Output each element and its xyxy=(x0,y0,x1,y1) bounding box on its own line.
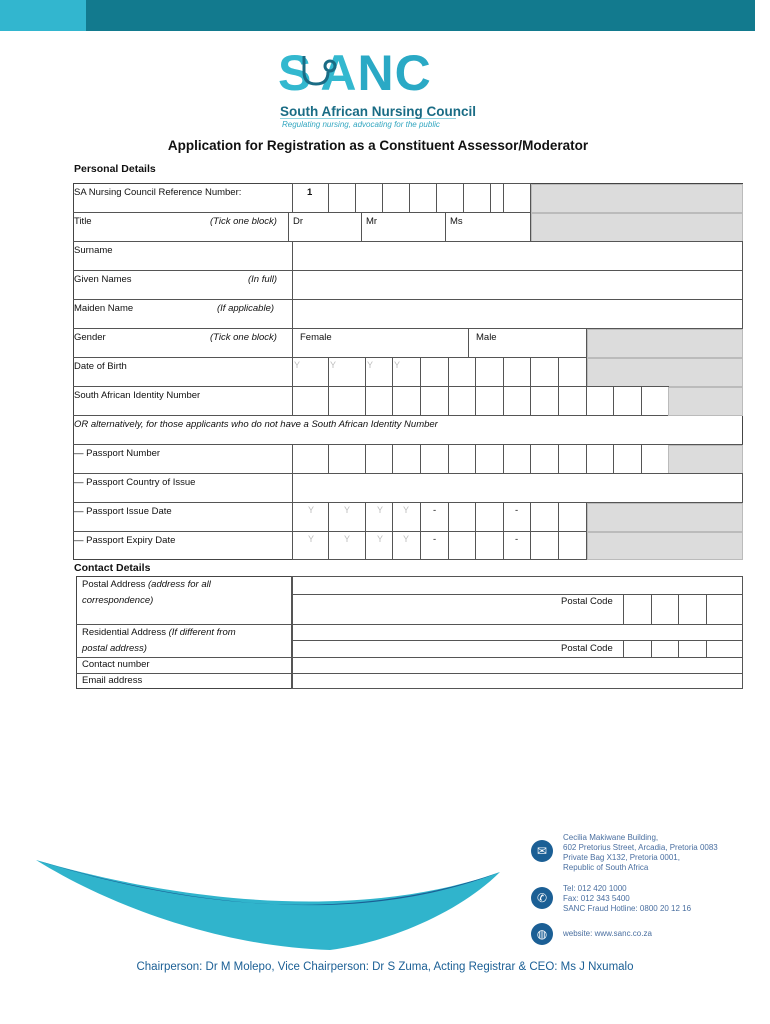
id-shaded xyxy=(668,387,743,416)
postal-code-digit[interactable] xyxy=(678,594,707,625)
expiry-digit[interactable] xyxy=(558,531,587,560)
globe-icon: ◍ xyxy=(531,923,553,945)
id-digit[interactable] xyxy=(365,386,393,416)
footer-phones: Tel: 012 420 1000 Fax: 012 343 5400 SANC Fraud Hotline: 0800 20 12 16 xyxy=(563,884,692,913)
ref-digit[interactable] xyxy=(436,183,464,213)
postal-address-label: Postal Address (address for all xyxy=(82,579,211,590)
passport-digit[interactable] xyxy=(641,444,669,474)
given-names-label: Given Names xyxy=(74,274,132,285)
passport-digit[interactable] xyxy=(586,444,614,474)
dob-shaded xyxy=(587,358,743,387)
postal-code-digit[interactable] xyxy=(706,594,743,625)
postal-code-digit[interactable] xyxy=(623,594,652,625)
document-title: Application for Registration as a Constituent Assessor/Moderator xyxy=(167,138,589,153)
dob-digit[interactable] xyxy=(530,357,559,387)
passport-digit[interactable] xyxy=(613,444,642,474)
logo-wordmark: S ANC xyxy=(278,45,432,101)
surname-label: Surname xyxy=(74,245,113,256)
maiden-name-input[interactable] xyxy=(292,299,743,329)
id-digit[interactable] xyxy=(475,386,504,416)
footer-address: Cecilia Makiwane Building, 602 Pretorius Street, Arcadia, Pretoria 0083 Private Bag X132, Pretoria 0001, Republic of South Africa xyxy=(563,833,718,872)
ref-number-label: SA Nursing Council Reference Number: xyxy=(74,187,242,198)
expiry-digit[interactable] xyxy=(530,531,559,560)
residential-code-digit[interactable] xyxy=(706,640,743,658)
contact-number-label: Contact number xyxy=(82,659,150,670)
id-digit[interactable] xyxy=(503,386,531,416)
phone-icon: ✆ xyxy=(531,887,553,909)
ref-digit[interactable] xyxy=(409,183,437,213)
title-hint: (Tick one block) xyxy=(210,216,277,227)
personal-details-heading: Personal Details xyxy=(74,163,156,175)
dob-label: Date of Birth xyxy=(74,361,127,372)
gender-hint: (Tick one block) xyxy=(210,332,277,343)
title-shaded xyxy=(531,213,743,242)
postal-address-line-1[interactable] xyxy=(292,576,743,595)
issue-digit[interactable] xyxy=(530,502,559,532)
maiden-name-label: Maiden Name xyxy=(74,303,134,314)
id-digit[interactable] xyxy=(530,386,559,416)
dob-digit[interactable] xyxy=(420,357,449,387)
email-address-input[interactable] xyxy=(292,673,743,689)
ref-shaded xyxy=(531,184,743,213)
dob-digit[interactable] xyxy=(475,357,504,387)
residential-address-line-1[interactable] xyxy=(292,624,743,641)
top-banner xyxy=(0,0,755,31)
ref-digit[interactable] xyxy=(328,183,356,213)
logo-name: South African Nursing Council xyxy=(280,104,477,119)
expiry-digit[interactable] xyxy=(448,531,476,560)
ref-digit[interactable] xyxy=(503,183,531,213)
given-names-input[interactable] xyxy=(292,270,743,300)
top-banner-accent xyxy=(0,0,86,31)
residential-postal-code-label: Postal Code xyxy=(561,643,613,654)
passport-digit[interactable] xyxy=(558,444,587,474)
sanc-logo xyxy=(278,45,477,132)
title-label: Title xyxy=(74,216,92,227)
id-digit[interactable] xyxy=(292,386,329,416)
dob-digit[interactable] xyxy=(448,357,476,387)
passport-issue-label: — Passport Issue Date xyxy=(74,506,172,517)
id-digit[interactable] xyxy=(420,386,449,416)
id-number-label: South African Identity Number xyxy=(74,390,201,401)
surname-input[interactable] xyxy=(292,241,743,271)
passport-country-label: — Passport Country of Issue xyxy=(74,477,196,488)
given-names-hint: (In full) xyxy=(248,274,278,285)
expiry-shaded xyxy=(587,532,743,560)
expiry-digit[interactable] xyxy=(475,531,504,560)
id-digit[interactable] xyxy=(641,386,669,416)
passport-shaded xyxy=(668,445,743,474)
id-digit[interactable] xyxy=(586,386,614,416)
passport-number-label: — Passport Number xyxy=(74,448,161,459)
passport-digit[interactable] xyxy=(420,444,449,474)
residential-code-digit[interactable] xyxy=(623,640,652,658)
stethoscope-icon xyxy=(296,52,342,96)
passport-digit[interactable] xyxy=(530,444,559,474)
footer-website: website: www.sanc.co.za xyxy=(563,929,652,938)
dob-digit[interactable] xyxy=(503,357,531,387)
passport-digit[interactable] xyxy=(503,444,531,474)
passport-digit[interactable] xyxy=(328,444,366,474)
ref-digit[interactable] xyxy=(355,183,383,213)
id-digit[interactable] xyxy=(392,386,421,416)
issue-shaded xyxy=(587,503,743,532)
ref-digit[interactable] xyxy=(463,183,491,213)
dob-digit[interactable] xyxy=(558,357,587,387)
gender-shaded xyxy=(587,329,743,358)
passport-digit[interactable] xyxy=(365,444,393,474)
passport-digit[interactable] xyxy=(448,444,476,474)
alternative-note: OR alternatively, for those applicants who do not have a South African Identity Number xyxy=(74,419,438,430)
passport-digit[interactable] xyxy=(292,444,329,474)
footer-officials: Chairperson: Dr M Molepo, Vice Chairperson: Dr S Zuma, Acting Registrar & CEO: Ms J Nxumalo xyxy=(136,961,634,973)
logo-tagline: Regulating nursing, advocating for the public xyxy=(282,120,440,129)
issue-digit[interactable] xyxy=(475,502,504,532)
gender-label: Gender xyxy=(74,332,106,343)
residential-code-digit[interactable] xyxy=(651,640,679,658)
maiden-name-hint: (If applicable) xyxy=(217,303,275,314)
passport-digit[interactable] xyxy=(475,444,504,474)
postal-code-digit[interactable] xyxy=(651,594,679,625)
id-digit[interactable] xyxy=(328,386,366,416)
id-digit[interactable] xyxy=(558,386,587,416)
residential-address-label: Residential Address (If different from xyxy=(82,627,236,638)
id-digit[interactable] xyxy=(613,386,642,416)
residential-code-digit[interactable] xyxy=(678,640,707,658)
footer-swoosh xyxy=(30,852,530,952)
email-address-label: Email address xyxy=(82,675,143,686)
contact-number-input[interactable] xyxy=(292,657,743,674)
passport-country-input[interactable] xyxy=(292,473,743,503)
residential-address-hint: postal address) xyxy=(82,643,147,654)
postal-code-label: Postal Code xyxy=(561,596,613,607)
ref-digit[interactable] xyxy=(382,183,410,213)
postal-address-hint: correspondence) xyxy=(82,595,154,606)
passport-expiry-label: — Passport Expiry Date xyxy=(74,535,176,546)
id-digit[interactable] xyxy=(448,386,476,416)
issue-digit[interactable] xyxy=(558,502,587,532)
contact-details-heading: Contact Details xyxy=(74,562,151,574)
passport-digit[interactable] xyxy=(392,444,421,474)
issue-digit[interactable] xyxy=(448,502,476,532)
mail-icon: ✉ xyxy=(531,840,553,862)
